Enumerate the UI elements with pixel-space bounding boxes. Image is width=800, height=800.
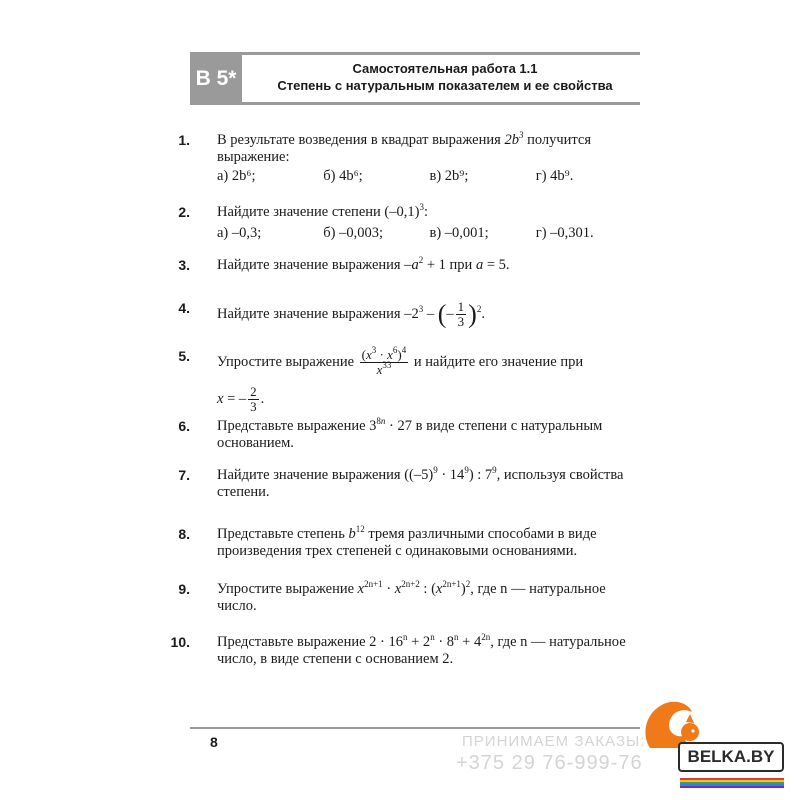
task-number: 5. [178,348,190,364]
watermark-phone: +375 29 76-999-76 [456,752,643,774]
page-number: 8 [210,734,218,750]
option-b: б) –0,003; [323,225,383,241]
task-text: Представьте выражение $3^{8n} \cdot 27$ в виде степени с натуральным основанием. [217,416,603,451]
task-text: Найдите значение выражения $-2^3$ – (– $\frac{1}{3}$ )$^2$. [217,299,485,329]
option-c: в) 2b⁹; [429,168,469,184]
brand-logo: BELKA.BY [678,742,784,772]
task-number: 3. [178,257,190,273]
footer-rule [190,727,640,729]
task-number: 2. [178,204,190,220]
task-body [217,132,642,185]
logo-stripes-icon [680,778,784,788]
task-number: 10. [170,634,190,650]
task-text: Представьте степень $b^{12}$ тремя различными способами в виде произведения трех степеней с одинаковыми основаниями. [217,524,597,559]
task-text: Найдите значение степени $(-0,1)^3$: [217,202,428,220]
task-text: Найдите значение выражения $-a^2 + 1$ при a = 5. [217,255,510,273]
task-text: Представьте выражение $2 \cdot 16^n + 2^n \cdot 8^n + 4^{2n}$, где n — натуральное число, в виде степени с основанием 2. [217,632,626,667]
task-number: 4. [178,300,190,316]
answer-options [217,225,642,242]
header-rule-bottom [190,102,640,105]
watermark-line-1: ПРИНИМАЕМ ЗАКАЗЫ: [462,733,646,750]
header-rule-top [190,52,640,55]
task-body [217,204,642,242]
task-text: Упростите выражение $\frac{(x^3 \cdot x^6)^4}{x^{33}}$ и найдите его значение при x = – $\frac{2}{3}$ . [217,345,584,414]
option-a: а) 2b⁶; [217,168,256,184]
option-d: г) –0,301. [535,225,594,241]
task-number: 1. [178,132,190,148]
task-number: 7. [178,467,190,483]
task-text: Упростите выражение $x^{2n+1} \cdot x^{2n+2}$ : $(x^{2n+1})^2$, где n — натуральное число. [217,579,606,614]
title-line-2: Степень с натуральным показателем и ее свойства [277,78,613,93]
task-text: Найдите значение выражения $((-5)^9 \cdot 14^9)$ : $7^9$, используя свойства степени. [217,465,624,500]
title-line-1: Самостоятельная работа 1.1 [352,61,538,76]
task-text: В результате возведения в квадрат выражения $2b^3$ получится выражение: [217,130,592,165]
option-c: в) –0,001; [429,225,489,241]
option-d: г) 4b⁹. [535,168,574,184]
task-number: 6. [178,418,190,434]
task-number: 9. [178,581,190,597]
task-number: 8. [178,526,190,542]
answer-options [217,168,642,185]
option-b: б) 4b⁶; [323,168,363,184]
page-title [250,60,640,94]
variant-badge: В 5* [190,55,242,102]
option-a: а) –0,3; [217,225,262,241]
